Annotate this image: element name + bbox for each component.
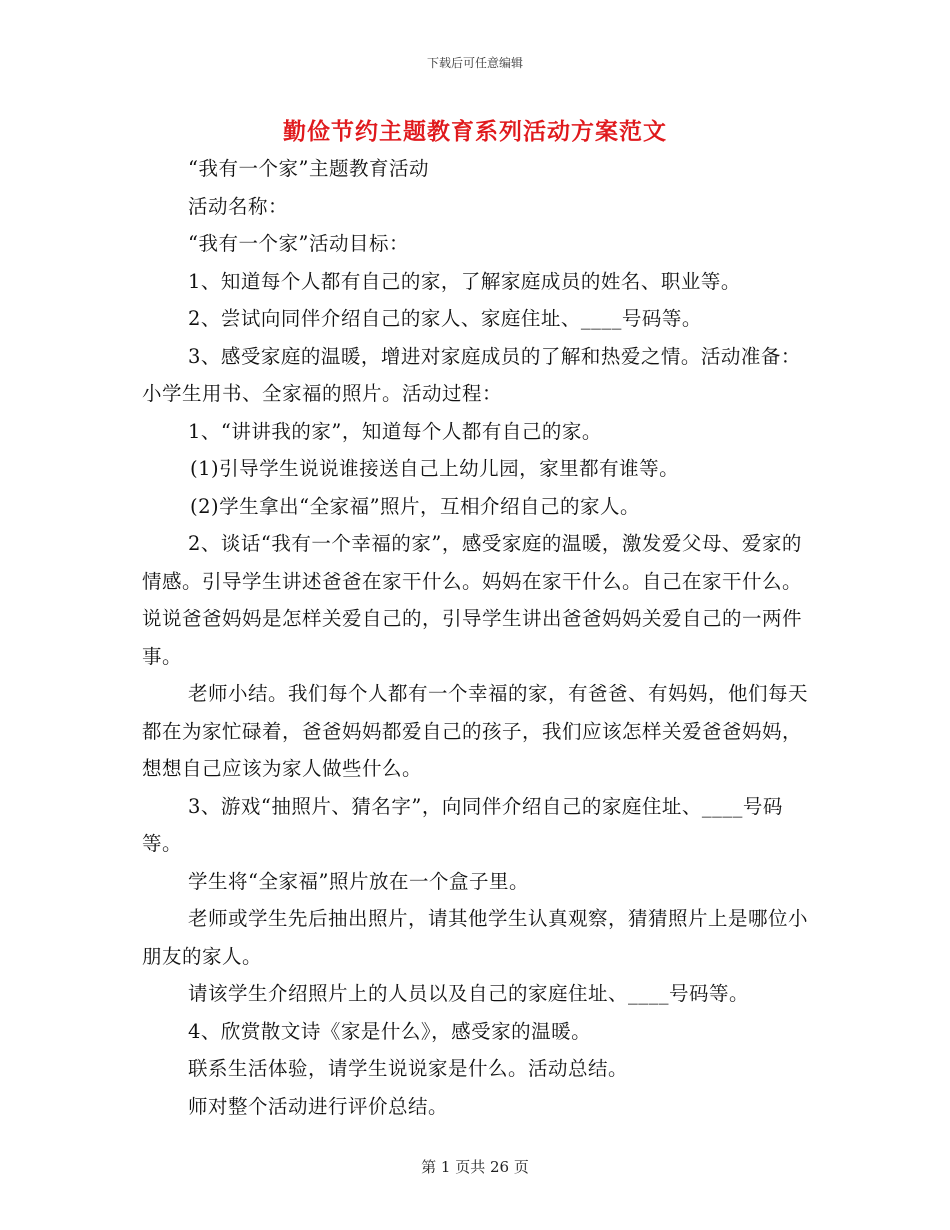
paragraph: 老师小结。我们每个人都有一个幸福的家，有爸爸、有妈妈，他们每天都在为家忙碌着，爸爸妈妈都爱自己的孩子，我们应该怎样关爱爸爸妈妈，想想自己应该为家人做些什么。 — [142, 682, 809, 780]
paragraph: “我有一个家”主题教育活动 — [188, 157, 429, 180]
paragraph: 1、知道每个人都有自己的家，了解家庭成员的姓名、职业等。 — [188, 269, 741, 293]
page-header-note: 下载后可任意编辑 — [426, 56, 523, 70]
paragraph: 3、感受家庭的温暖，增进对家庭成员的了解和热爱之情。活动准备：小学生用书、全家福的照片。活动过程： — [142, 344, 801, 405]
paragraph: 2、尝试向同伴介绍自己的家人、家庭住址、____号码等。 — [188, 307, 702, 330]
paragraph: 4、欣赏散文诗《家是什么》，感受家的温暖。 — [188, 1019, 592, 1043]
paragraph: 师对整个活动进行评价总结。 — [188, 1094, 449, 1118]
paragraph: 请该学生介绍照片上的人员以及自己的家庭住址、____号码等。 — [188, 982, 750, 1005]
paragraph: (1)引导学生说说谁接送自己上幼儿园，家里都有谁等。 — [190, 457, 680, 480]
paragraph: 学生将“全家福”照片放在一个盒子里。 — [188, 869, 529, 893]
paragraph: 3、游戏“抽照片、猜名字”，向同伴介绍自己的家庭住址、____号码等。 — [142, 794, 783, 855]
paragraph: 老师或学生先后抽出照片，请其他学生认真观察，猜猜照片上是哪位小朋友的家人。 — [142, 907, 809, 968]
paragraph: 2、谈话“我有一个幸福的家”，感受家庭的温暖，激发爱父母、爱家的情感。引导学生讲述爸爸在家干什么。妈妈在家干什么。自己在家干什么。说说爸爸妈妈是怎样关爱自己的，引导学生讲出爸爸妈妈关爱自己的一两件事。 — [142, 532, 803, 668]
paragraph: 1、“讲讲我的家”，知道每个人都有自己的家。 — [188, 419, 602, 443]
page-number-footer: 第 1 页共 26 页 — [421, 1158, 529, 1176]
document-title: 勤俭节约主题教育系列活动方案范文 — [283, 118, 667, 145]
paragraph: 活动名称： — [188, 194, 289, 218]
paragraph: (2)学生拿出“全家福”照片，互相介绍自己的家人。 — [190, 494, 641, 518]
document-body — [142, 150, 808, 1125]
paragraph: “我有一个家”活动目标： — [188, 232, 409, 255]
paragraph: 联系生活体验，请学生说说家是什么。活动总结。 — [188, 1057, 629, 1080]
